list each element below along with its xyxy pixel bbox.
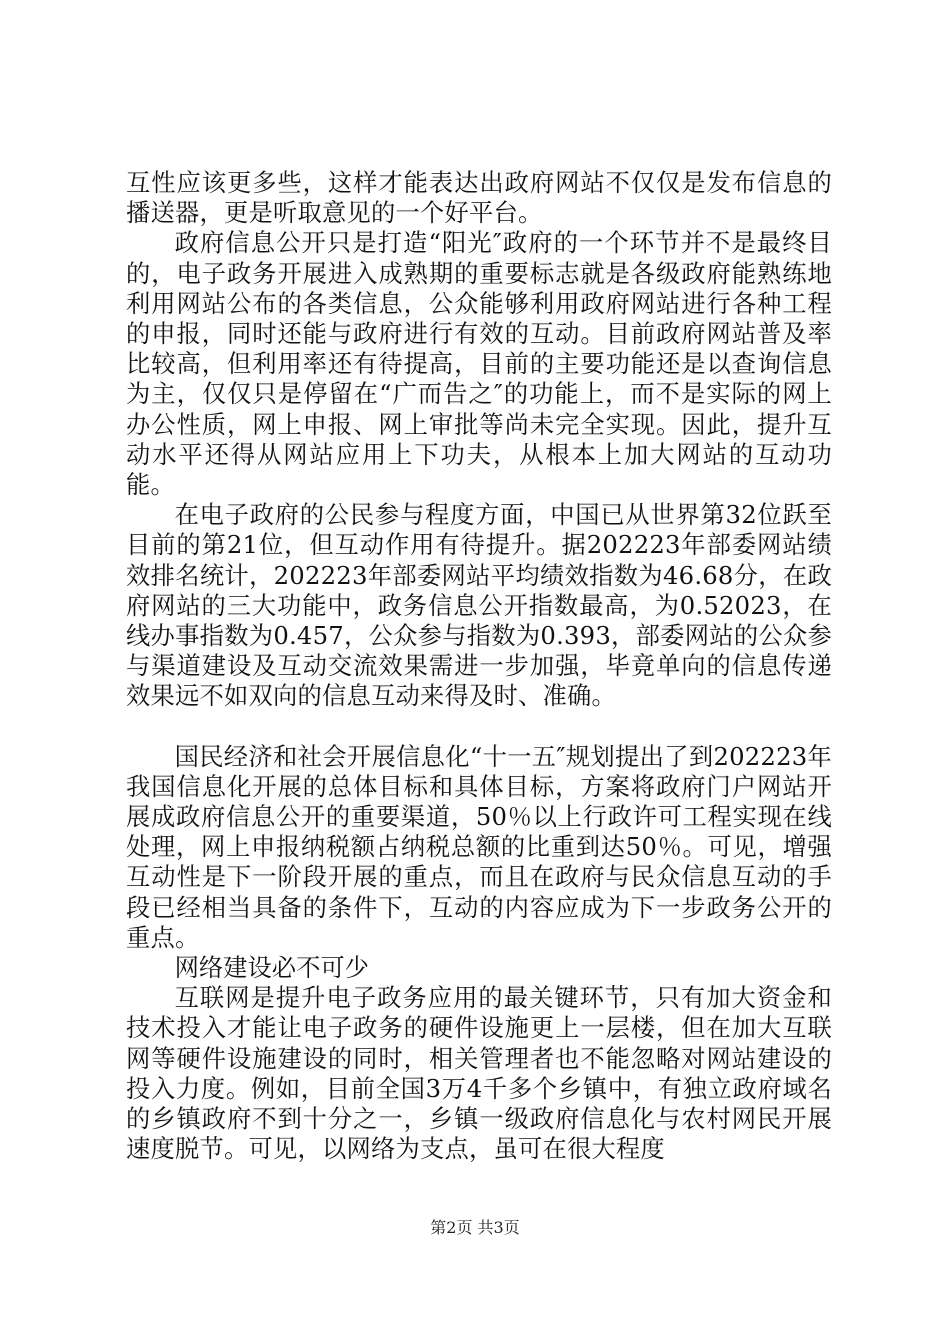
- document-body: [126, 168, 832, 1165]
- paragraph-citizen-participation: 在电子政府的公民参与程度方面，中国已从世界第32位跃至目前的第21位，但互动作用有待提升。据202223年部委网站绩效排名统计，202223年部委网站平均绩效指数为46.68分，在政府网站的三大功能中，政务信息公开指数最高，为0.52023，在线办事指数为0.457，公众参与指数为0.393，部委网站的公众参与渠道建设及互动交流效果需进一步加强，毕竟单向的信息传递效果远不如双向的信息互动来得及时、准确。: [126, 500, 832, 711]
- paragraph-gap: [126, 712, 832, 742]
- page-footer: 第2页 共3页: [430, 1218, 520, 1237]
- paragraph-five-year-plan: 国民经济和社会开展信息化“十一五″规划提出了到202223年我国信息化开展的总体目标和具体目标，方案将政府门户网站开展成政府信息公开的重要渠道，50％以上行政许可工程实现在线处理，网上申报纳税额占纳税总额的比重到达50％。可见，增强互动性是下一阶段开展的重点，而且在政府与民众信息互动的手段已经相当具备的条件下，互动的内容应成为下一步政务公开的重点。: [126, 741, 832, 952]
- paragraph-internet-infrastructure: 互联网是提升电子政务应用的最关键环节，只有加大资金和技术投入才能让电子政务的硬件设施更上一层楼，但在加大互联网等硬件设施建设的同时，相关管理者也不能忽略对网站建设的投入力度。例如，目前全国3万4千多个乡镇中，有独立政府域名的乡镇政府不到十分之一，乡镇一级政府信息化与农村网民开展速度脱节。可见，以网络为支点，虽可在很大程度: [126, 983, 832, 1164]
- paragraph-information-disclosure: 政府信息公开只是打造“阳光″政府的一个环节并不是最终目的，电子政务开展进入成熟期的重要标志就是各级政府能熟练地利用网站公布的各类信息，公众能够利用政府网站进行各种工程的申报，同时还能与政府进行有效的互动。目前政府网站普及率比较高，但利用率还有待提高，目前的主要功能还是以查询信息为主，仅仅只是停留在“广而告之″的功能上，而不是实际的网上办公性质，网上申报、网上审批等尚未完全实现。因此，提升互动水平还得从网站应用上下功夫，从根本上加大网站的互动功能。: [126, 228, 832, 500]
- paragraph-continuation: 互性应该更多些，这样才能表达出政府网站不仅仅是发布信息的播送器，更是听取意见的一个好平台。: [126, 168, 832, 228]
- section-heading: 网络建设必不可少: [174, 953, 369, 983]
